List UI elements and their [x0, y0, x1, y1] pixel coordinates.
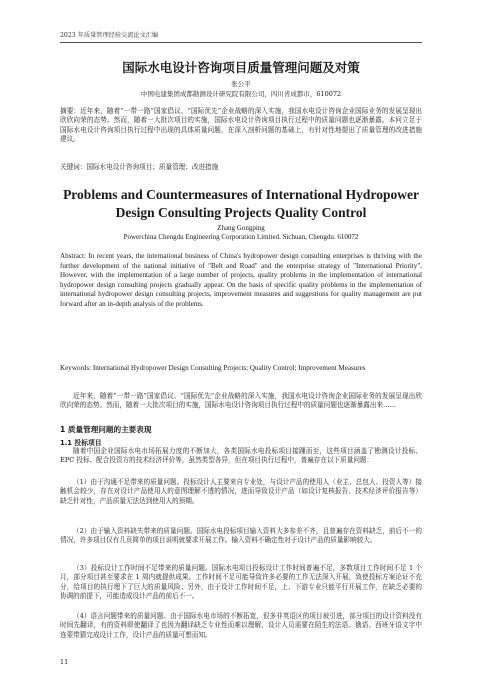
chinese-keywords: 关键词：国际水电设计咨询项目；质量管理；改进措施: [60, 163, 219, 171]
list-item: （4）语言问题带来的质量问题。由于国际水电市场的不断拓宽，很多非英语区的项目被引进，部分项目的设计资料没有时间先翻译，有的资料即使翻译了也因为翻译缺乏专业性而难以理解，设计人员需要在陌生的法语、俄语、西班牙语文字中连蒙带猜完成设计工作，设计产品的质量可想而知。: [60, 612, 422, 639]
subsection-heading: 1.1 投标项目: [60, 439, 102, 447]
chinese-author: 张公平: [231, 80, 251, 88]
chinese-affiliation: 中国电建集团成都勘测设计研究院有限公司，四川省成都市，610072: [140, 90, 342, 98]
body-paragraph: 随着中国企业国际水电市场拓展力度的不断加大，各类国际水电投标项目接踵而至，这些项目涵盖了勘测设计投标、EPC 投标、配合投资方的技术经济评价等，虽然类型各异，但在项目执行过程中，普遍存在以下质量问题：: [60, 447, 422, 465]
english-author: Zhang Gongping: [217, 224, 265, 232]
english-affiliation: Powerchina Chengdu Engineering Corporation Limited. Sichuan, Chengdu. 610072: [123, 233, 359, 241]
list-item: （1）由于沟通不足带来的质量问题。投标设计人主要来自专业处，与设计产品的使用人（业主、总包人、投资人等）接触机会较少，存在对设计产品使用人的意图理解不透的情况，进而导致设计产品（如设计复核报告、技术经济评价报告等）缺乏针对性，产品质量无法达到使用人的预期。: [60, 478, 422, 505]
chinese-title: 国际水电设计咨询项目质量管理问题及对策: [122, 60, 360, 75]
page-number: 11: [60, 658, 69, 666]
english-title: Problems and Countermeasures of International Hydropower Design Consulting Projects Quality Control: [63, 187, 419, 220]
intro-paragraph: 近年来，随着“一带一路”国家倡议、“国际优先”企业战略的深入实施，我国水电设计咨询企业国际业务的发展呈现出欣欣向荣的态势。然而，随着一大批次项目的实施，国际水电设计咨询项目执行过程中的质量问题也逐渐暴露出来……: [60, 392, 422, 410]
header-rule: [60, 42, 422, 43]
running-header: 2023 年质量管理经验交流论文汇编: [60, 32, 159, 39]
list-item: （3）投标设计工作时间不足带来的质量问题。国际水电项目投标设计工作时间普遍不足，多数项目工作时间不足 1 个月，部分项目甚至要求在 1 周内就提供成果。工作时间不足可能导致许多必要的工作无法深入开展，致使投标方案论证不充分，给项目的执行埋下了巨大的质量风险；另外，由于设计工作时间不足，上、下游专业只能平行开展工作，在缺乏必要的协调的前提下，可能造成设计产品的前后不一。: [60, 564, 422, 601]
list-item: （2）由于输入资料缺失带来的质量问题。国际水电投标项目输入资料大多参差不齐，且普遍存在资料缺乏，前后不一的情况，许多项目仅有几页简单的项目说明就要求开展工作。输入资料不确定性对于设计产品的质量影响较大。: [60, 527, 422, 545]
chinese-abstract: 摘要：近年来，随着“一带一路”国家倡议、“国际优先”企业战略的深入实施，我国水电设计咨询企业国际业务的发展呈现出欣欣向荣的态势。然而，随着一大批次项目的实施，国际水电设计咨询项目执行过程中的质量问题也逐渐暴露。本问立足于国际水电设计咨询项目执行过程中出现的具体质量问题，在深入剖析问题的基础上，有针对性地提出了质量管理的改进措施建议。: [60, 107, 422, 144]
english-keywords: Keywords: International Hydropower Design Consulting Projects; Quality Control; Improvement Measures: [60, 364, 366, 372]
section-heading: 1 质量管理问题的主要表现: [60, 425, 152, 434]
english-abstract: Abstract: In recent years, the international business of China's hydropower design consulting enterprises is thriving with the further development of the national initiative of "Belt and Road" and the enterprise strategy of "International Priority". However, with the implementation of a large number of projects, quality problems in the implementation of international hydropower design consulting projects gradually appear. On the basis of specific quality problems in the implementation of international hydropower design consulting projects, improvement measures and suggestions for quality management are put forward after an in-depth analysis of the problems.: [60, 252, 422, 308]
